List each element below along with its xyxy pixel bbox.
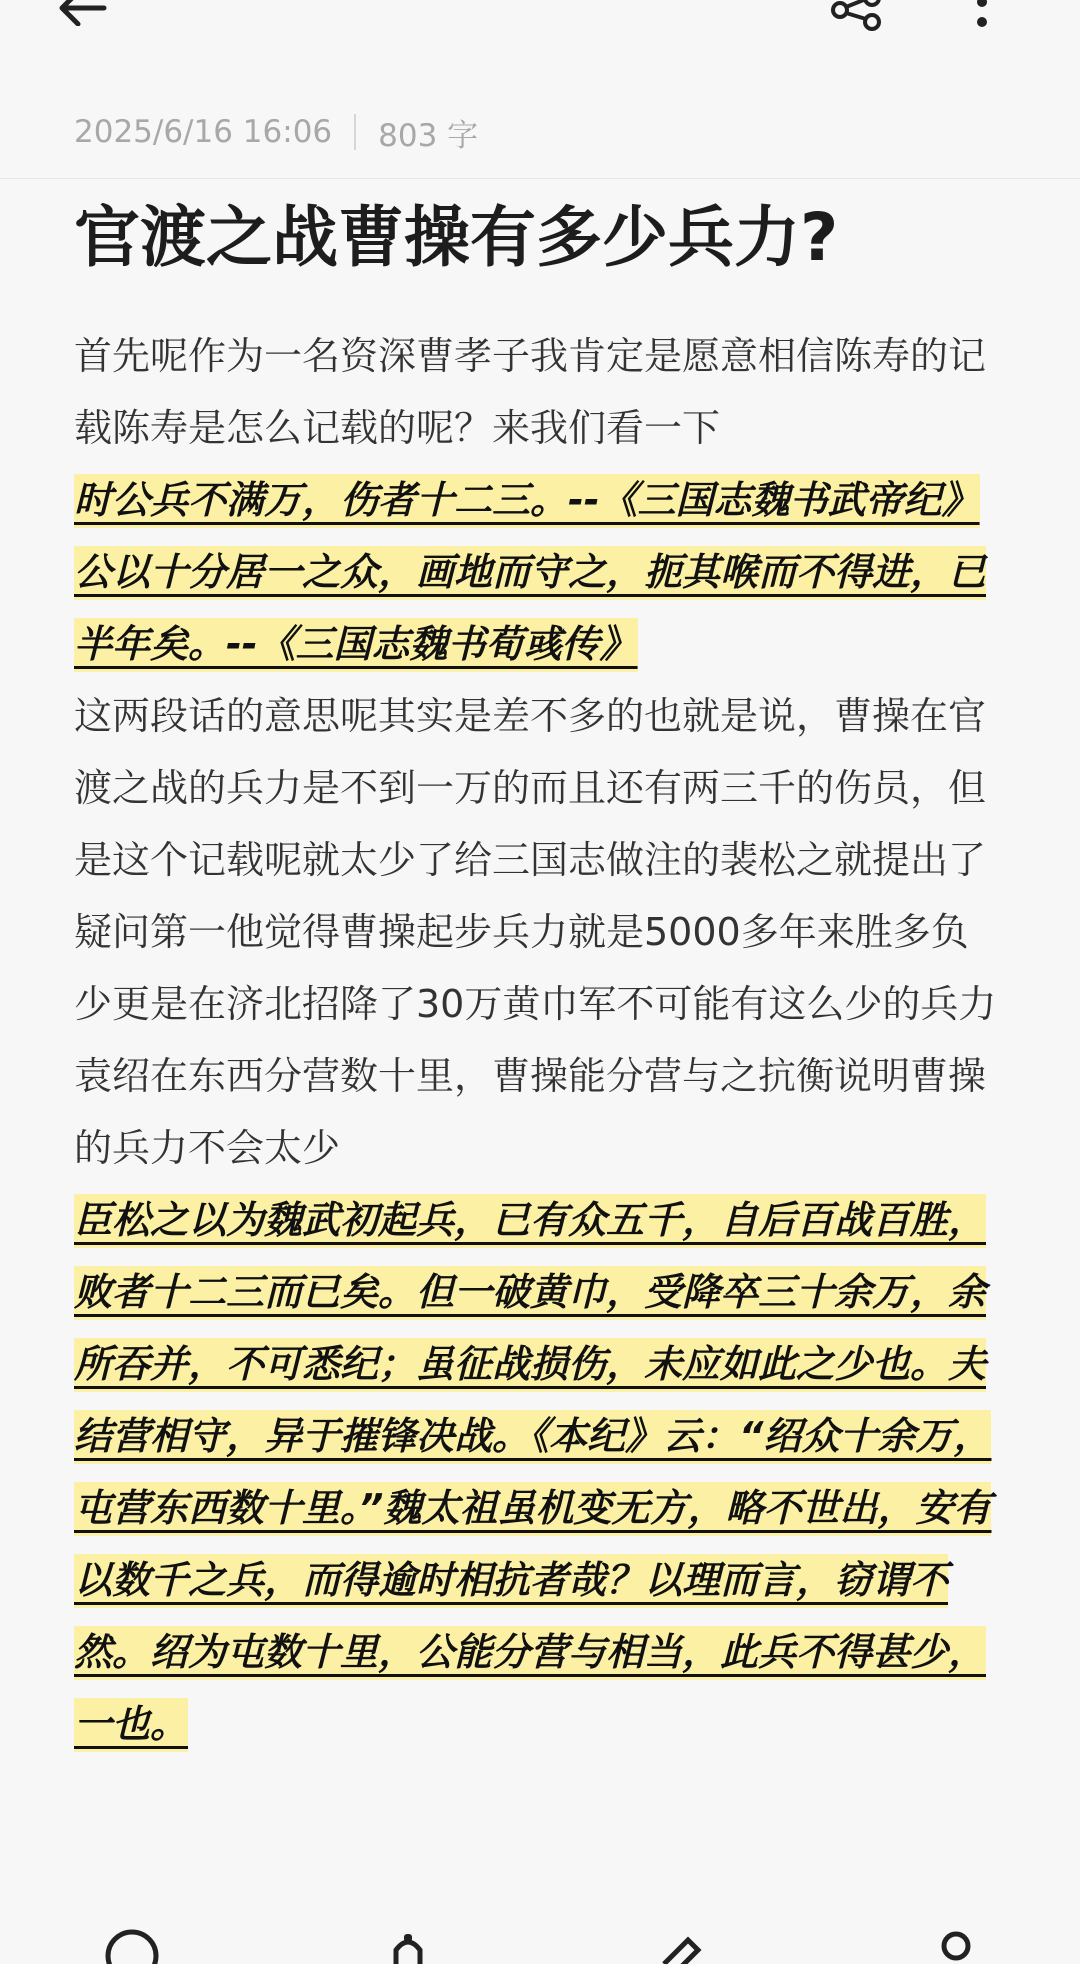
bell-icon[interactable]: [380, 1930, 436, 1964]
paragraph-analysis-text: 这两段话的意思呢其实是差不多的也就是说，曹操在官渡之战的兵力是不到一万的而且还有两三千的伤员，但是这个记载呢就太少了给三国志做注的裴松之就提出了疑问第一他觉得曹操起步兵力就是5000多年来胜多负少更是在济北招降了30万黄巾军不可能有这么少的兵力袁绍在东西分营数十里，曹操能分营与之抗衡说明曹操的兵力不会太少: [74, 694, 997, 1170]
quote-xunyu-zhuan: [74, 536, 1004, 680]
paragraph-analysis: [74, 680, 1004, 1184]
quote-xunyu-zhuan-text: 公以十分居一之众，画地而守之，扼其喉而不得进，已半年矣。--《三国志魏书荀彧传》: [74, 546, 986, 672]
meta-separator: [354, 114, 356, 150]
article-body: [74, 320, 1004, 1760]
profile-icon[interactable]: [928, 1930, 984, 1964]
article-title: 官渡之战曹操有多少兵力?: [74, 199, 839, 276]
paragraph-intro-text: 首先呢作为一名资深曹孝子我肯定是愿意相信陈寿的记载陈寿是怎么记载的呢？来我们看一下: [74, 334, 987, 450]
quote-pei-songzhi-text: 臣松之以为魏武初起兵，已有众五千，自后百战百胜，败者十二三而已矣。但一破黄巾，受降卒三十余万，余所吞并，不可悉纪；虽征战损伤，未应如此之少也。夫结营相守，异于摧锋决战。《本纪》云：“绍众十余万，屯营东西数十里。”魏太祖虽机变无方，略不世出，安有以数千之兵，而得逾时相抗者哉？以理而言，窃谓不然。绍为屯数十里，公能分营与相当，此兵不得甚少，一也。: [74, 1194, 991, 1752]
share-icon[interactable]: [828, 0, 884, 32]
edit-icon[interactable]: [656, 1930, 712, 1964]
article-meta: [74, 108, 478, 156]
bottom-toolbar: [0, 1900, 1080, 1964]
search-icon[interactable]: [104, 1928, 160, 1964]
word-count: 803 字: [378, 117, 479, 154]
quote-wudi-ji-text: 时公兵不满万，伤者十二三。--《三国志魏书武帝纪》: [74, 474, 980, 528]
more-vertical-icon[interactable]: [972, 0, 992, 30]
meta-divider: [0, 178, 1080, 179]
back-arrow-icon[interactable]: [58, 0, 110, 26]
paragraph-intro: [74, 320, 1004, 464]
top-toolbar: [0, 0, 1080, 60]
quote-wudi-ji: [74, 464, 1004, 536]
quote-pei-songzhi: [74, 1184, 1004, 1760]
post-date: 2025/6/16 16:06: [74, 114, 333, 150]
